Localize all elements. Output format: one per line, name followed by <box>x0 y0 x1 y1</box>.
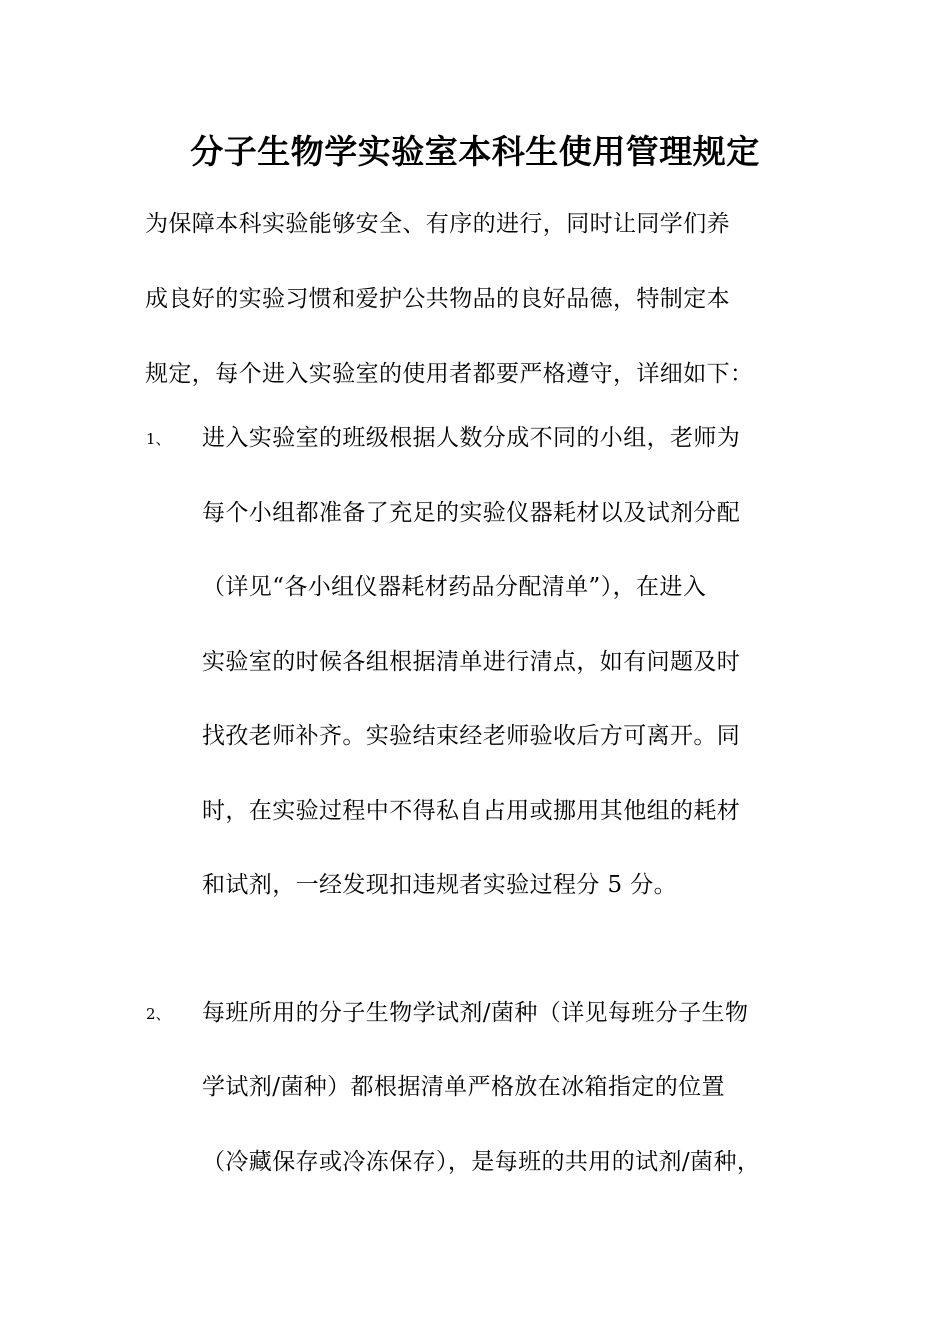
item-2-line: （冷藏保存或冷冻保存），是每班的共用的试剂/菌种， <box>202 1149 761 1175</box>
item-2-line: 学试剂/菌种）都根据清单严格放在冰箱指定的位置 <box>202 1074 725 1100</box>
item-1-line: 进入实验室的班级根据人数分成不同的小组，老师为 <box>202 425 741 451</box>
intro-line: 为保障本科实验能够安全、有序的进行，同时让同学们养 <box>145 211 730 237</box>
document-title: 分子生物学实验室本科生使用管理规定 <box>190 132 760 171</box>
item-1-line: 和试剂，一经发现扣违规者实验过程分 5 分。 <box>202 872 678 898</box>
item-2-line: 每班所用的分子生物学试剂/菌种（详见每班分子生物 <box>202 1000 749 1026</box>
item-number: 1、 <box>146 430 171 448</box>
intro-line: 成良好的实验习惯和爱护公共物品的良好品德，特制定本 <box>145 286 730 312</box>
intro-line: 规定，每个进入实验室的使用者都要严格遵守，详细如下： <box>145 361 754 387</box>
item-1-line: 每个小组都准备了充足的实验仪器耗材以及试剂分配 <box>202 500 741 526</box>
item-1-line: 实验室的时候各组根据清单进行清点，如有问题及时 <box>202 649 741 675</box>
item-1-line: 找孜老师补齐。实验结束经老师验收后方可离开。同 <box>202 723 741 749</box>
item-number: 2、 <box>146 1005 171 1023</box>
item-1-line: 时，在实验过程中不得私自占用或挪用其他组的耗材 <box>202 798 741 824</box>
item-1-line: （详见“各小组仪器耗材药品分配清单”），在进入 <box>202 574 707 600</box>
